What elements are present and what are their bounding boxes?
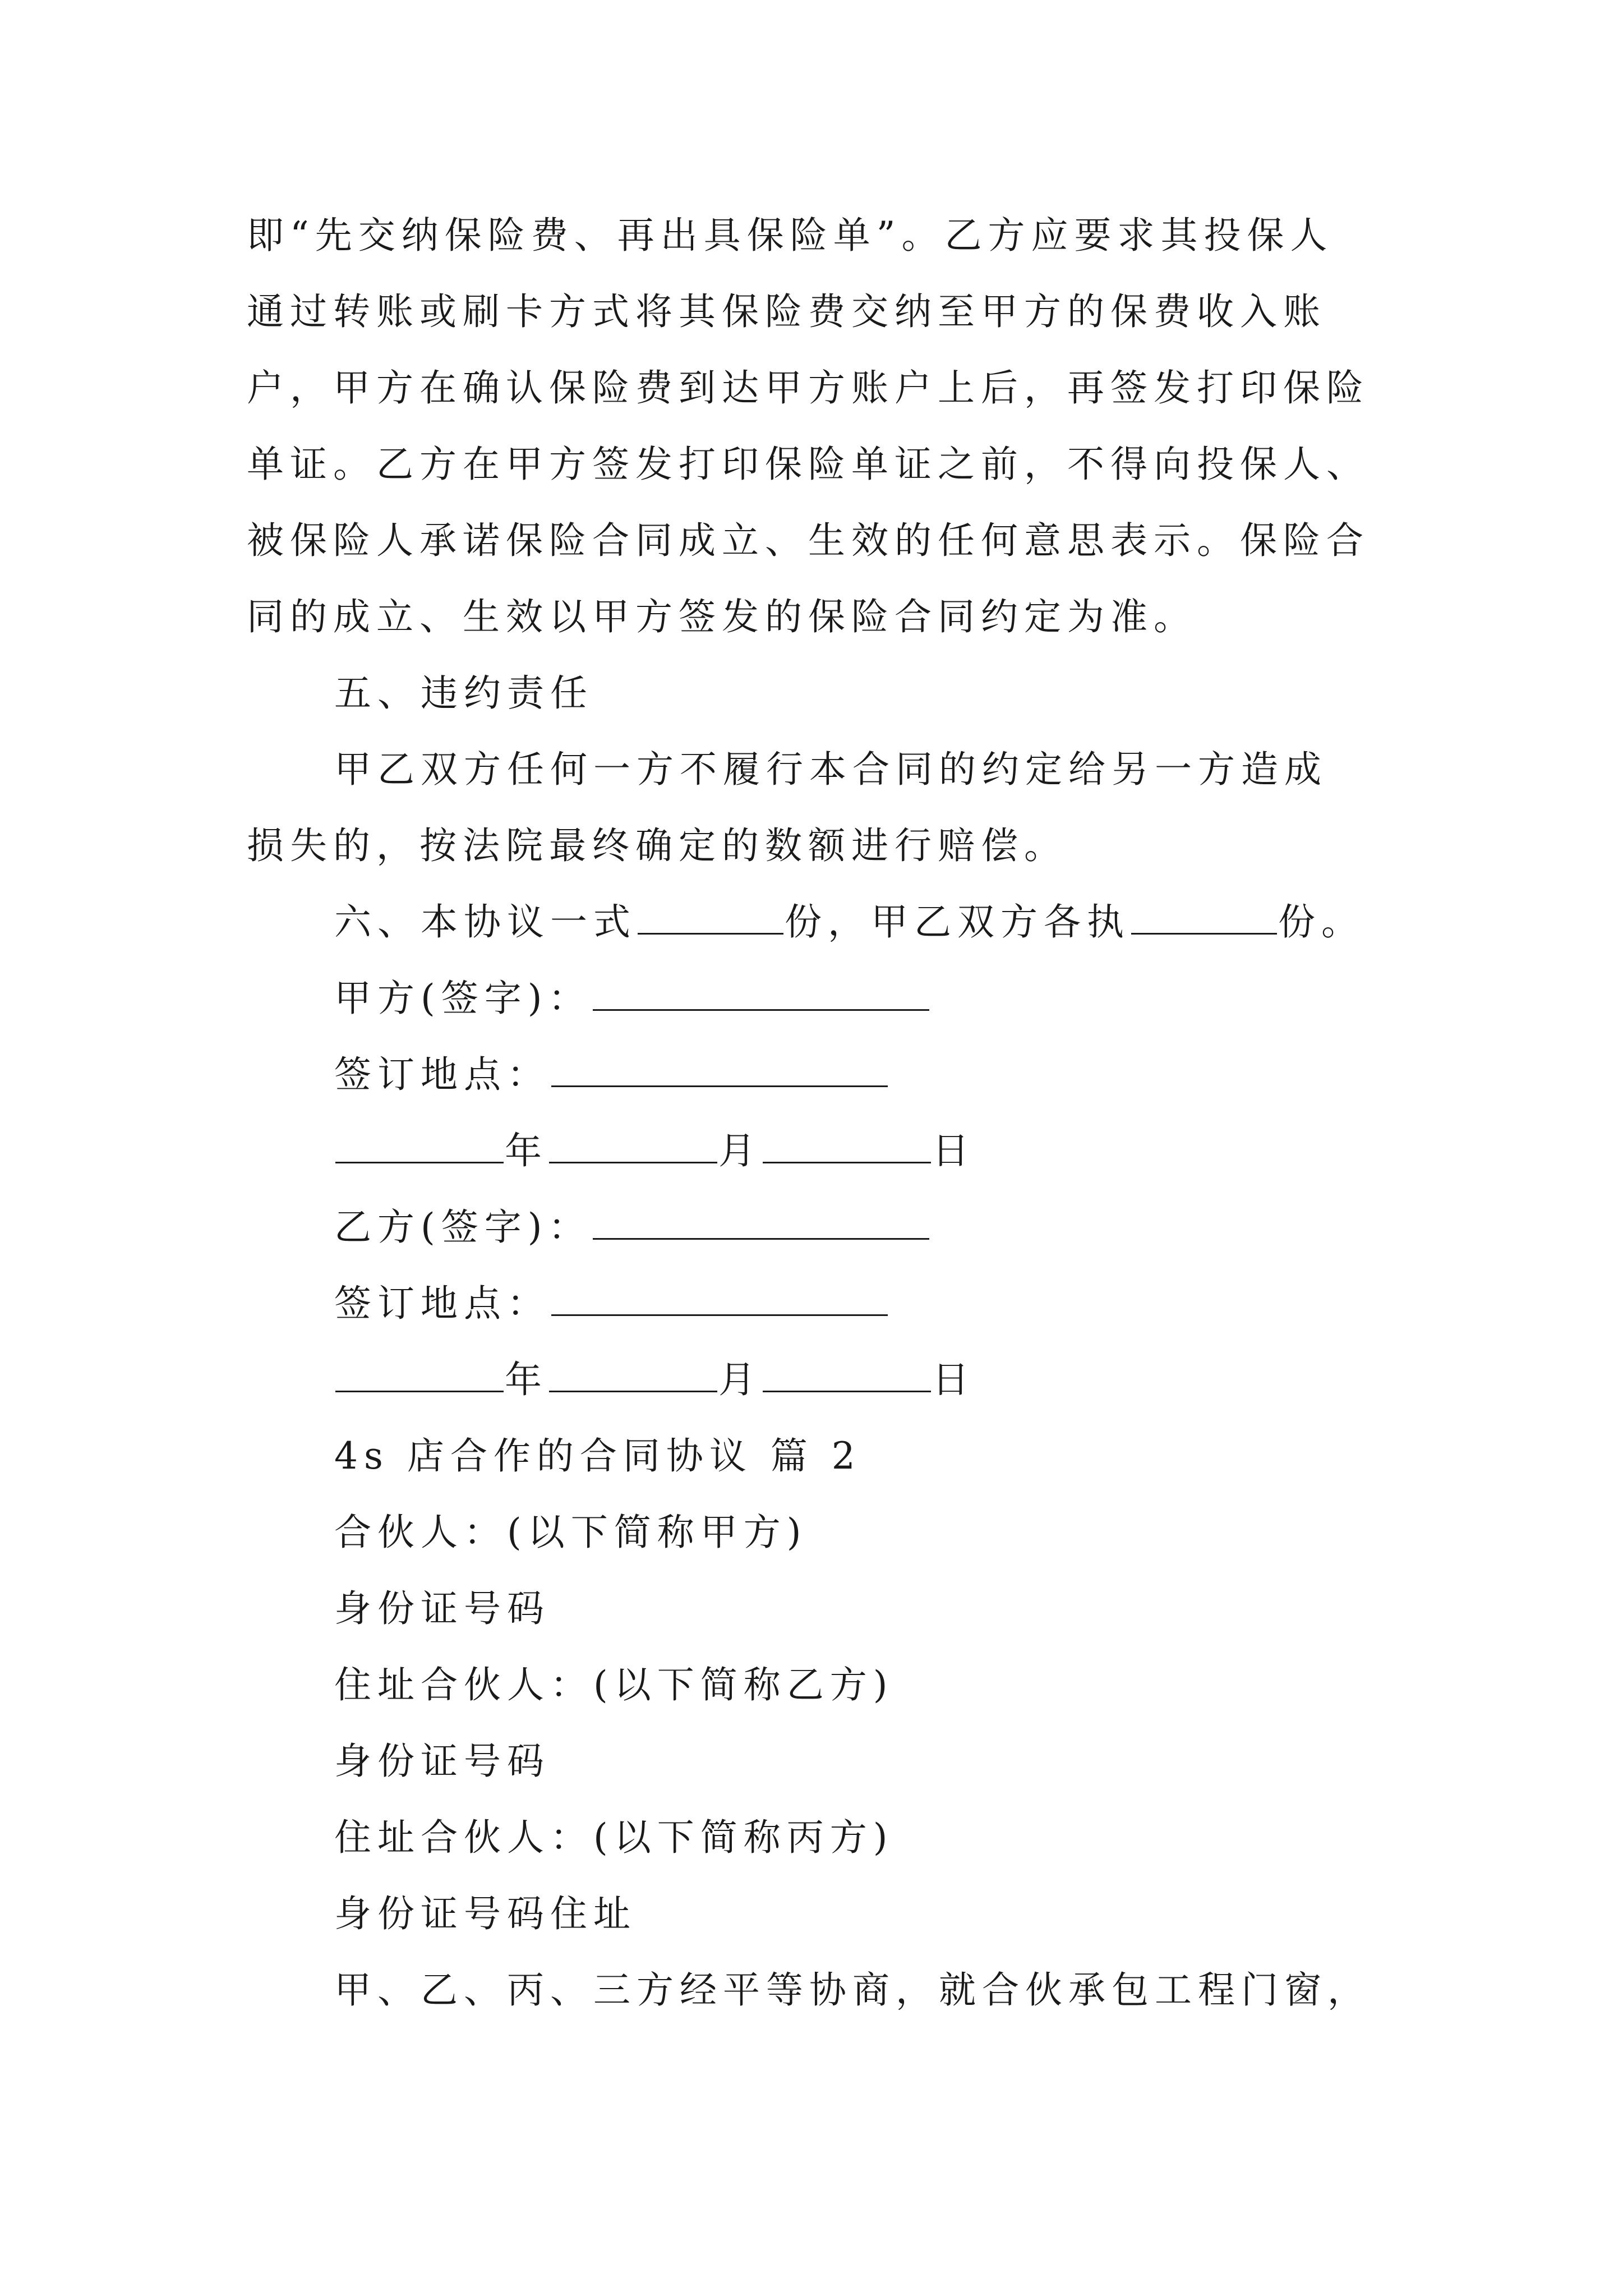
party-a-signature-blank[interactable] (593, 977, 929, 1011)
date-b (334, 1358, 975, 1402)
copies-total-blank[interactable] (638, 900, 783, 935)
party-a-signature (334, 976, 930, 1021)
paragraph-line: 损失的，按法院最终确定的数额进行赔偿。 (247, 824, 1067, 867)
partner-c-line: 住址合伙人：(以下简称丙方) (334, 1816, 894, 1859)
paragraph-line: 单证。乙方在甲方签发打印保险单证之前，不得向投保人、 (247, 443, 1370, 486)
signing-place-b (334, 1281, 889, 1326)
day-a-blank[interactable] (763, 1129, 931, 1163)
partner-a-line: 合伙人：(以下简称甲方) (334, 1511, 808, 1554)
date-a (334, 1129, 975, 1174)
day-b-blank[interactable] (763, 1358, 931, 1392)
signing-place-a (334, 1052, 889, 1097)
day-label: 日 (932, 1129, 975, 1172)
paragraph-line: 甲乙双方任何一方不履行本合同的约定给另一方造成 (334, 748, 1327, 791)
party-b-signature-blank[interactable] (593, 1205, 929, 1240)
copies-text: 份，甲乙双方各执 (785, 900, 1130, 944)
id-number-line: 身份证号码 (334, 1740, 550, 1783)
paragraph-line: 户，甲方在确认保险费到达甲方账户上后，再签发打印保险 (247, 366, 1370, 409)
month-a-blank[interactable] (549, 1129, 717, 1163)
article-title: 4s 店合作的合同协议 篇 2 (334, 1434, 861, 1478)
partner-b-line: 住址合伙人：(以下简称乙方) (334, 1663, 894, 1706)
id-address-line: 身份证号码住址 (334, 1892, 637, 1935)
paragraph-line: 通过转账或刷卡方式将其保险费交纳至甲方的保费收入账 (247, 290, 1326, 333)
section-heading: 五、违约责任 (334, 671, 593, 715)
signing-place-label: 签订地点： (334, 1282, 550, 1325)
agreement-intro-line: 甲、乙、丙、三方经平等协商，就合伙承包工程门窗， (334, 1968, 1371, 2012)
copies-clause (334, 900, 1364, 945)
copies-each-blank[interactable] (1131, 900, 1277, 935)
party-a-label: 甲方(签字)： (334, 977, 592, 1020)
paragraph-line: 同的成立、生效以甲方签发的保险合同约定为准。 (247, 595, 1197, 638)
day-label: 日 (932, 1358, 975, 1401)
copies-text: 份。 (1278, 900, 1364, 944)
month-label: 月 (718, 1358, 762, 1401)
year-b-blank[interactable] (335, 1358, 504, 1392)
signing-place-a-blank[interactable] (551, 1053, 888, 1087)
year-label: 年 (505, 1129, 548, 1172)
year-label: 年 (505, 1358, 548, 1401)
id-number-line: 身份证号码 (334, 1587, 550, 1630)
signing-place-b-blank[interactable] (551, 1282, 888, 1316)
paragraph-line: 即“先交纳保险费、再出具保险单”。乙方应要求其投保人 (247, 214, 1334, 257)
month-label: 月 (718, 1129, 762, 1172)
signing-place-label: 签订地点： (334, 1053, 550, 1096)
year-a-blank[interactable] (335, 1129, 504, 1163)
copies-text: 六、本协议一式 (334, 900, 637, 944)
paragraph-line: 被保险人承诺保险合同成立、生效的任何意思表示。保险合 (247, 519, 1370, 562)
party-b-label: 乙方(签字)： (334, 1205, 592, 1249)
month-b-blank[interactable] (549, 1358, 717, 1392)
party-b-signature (334, 1205, 930, 1250)
